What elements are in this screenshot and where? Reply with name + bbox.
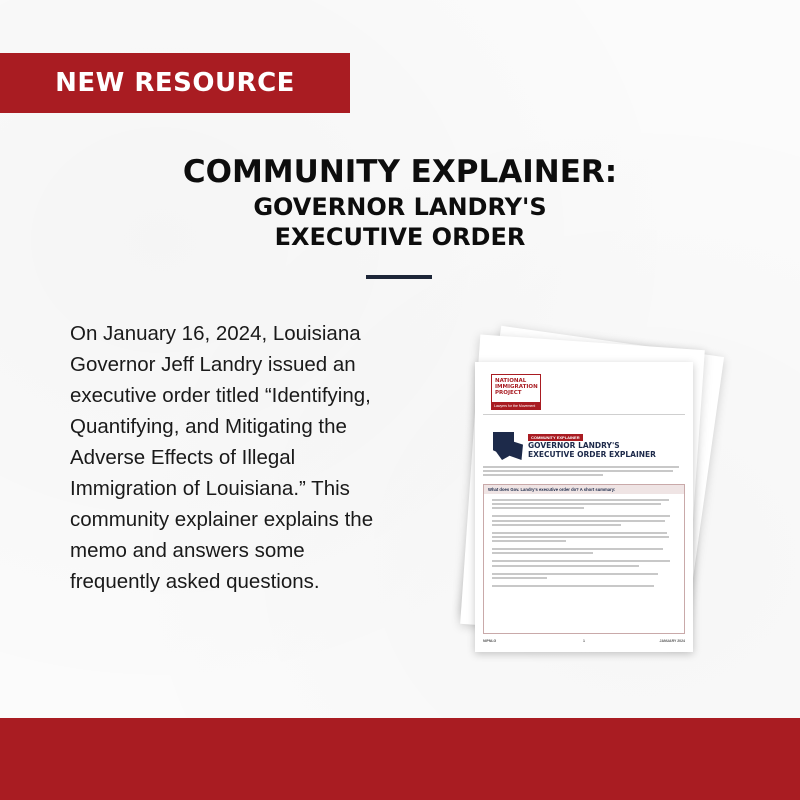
summary-box-heading: What does Gov. Landry's executive order do? A short summary: xyxy=(484,485,684,494)
summary-bullets xyxy=(492,499,676,593)
body-paragraph: On January 16, 2024, Louisiana Governor Jeff Landry issued an executive order titled “Identifying, Quantifying, and Mitigating the Adverse Effects of Illegal Immigration of Louisiana.” This community explainer explains the memo and answers some frequently asked questions. xyxy=(70,322,374,593)
footer-band xyxy=(0,718,800,800)
footer-date: JANUARY 2024 xyxy=(659,639,685,643)
organization-logo xyxy=(491,374,541,410)
footer-page-number: 1 xyxy=(583,639,585,643)
document-label: COMMUNITY EXPLAINER xyxy=(528,434,583,441)
new-resource-banner xyxy=(0,53,350,113)
logo-text: NATIONAL IMMIGRATION PROJECT xyxy=(495,378,538,396)
title-line-2: GOVERNOR LANDRY'S xyxy=(253,193,547,221)
title-divider xyxy=(366,275,432,279)
logo-bar xyxy=(492,402,540,409)
footer-left: NIPNLG xyxy=(483,639,497,643)
document-intro-text xyxy=(483,466,683,479)
document-title-line-2: EXECUTIVE ORDER EXPLAINER xyxy=(528,449,656,459)
title-line-3: EXECUTIVE ORDER xyxy=(274,223,526,251)
document-title-line-1: GOVERNOR LANDRY'S xyxy=(528,441,620,450)
document-title xyxy=(528,442,688,459)
document-preview xyxy=(475,362,693,652)
title-line-1: COMMUNITY EXPLAINER: xyxy=(182,154,618,190)
banner-label: NEW RESOURCE xyxy=(55,68,295,98)
summary-box xyxy=(483,484,685,634)
document-rule xyxy=(483,414,685,415)
louisiana-map-icon xyxy=(493,432,523,460)
page-title xyxy=(0,152,800,252)
logo-tagline: Lawyers for the Movement xyxy=(494,404,536,408)
